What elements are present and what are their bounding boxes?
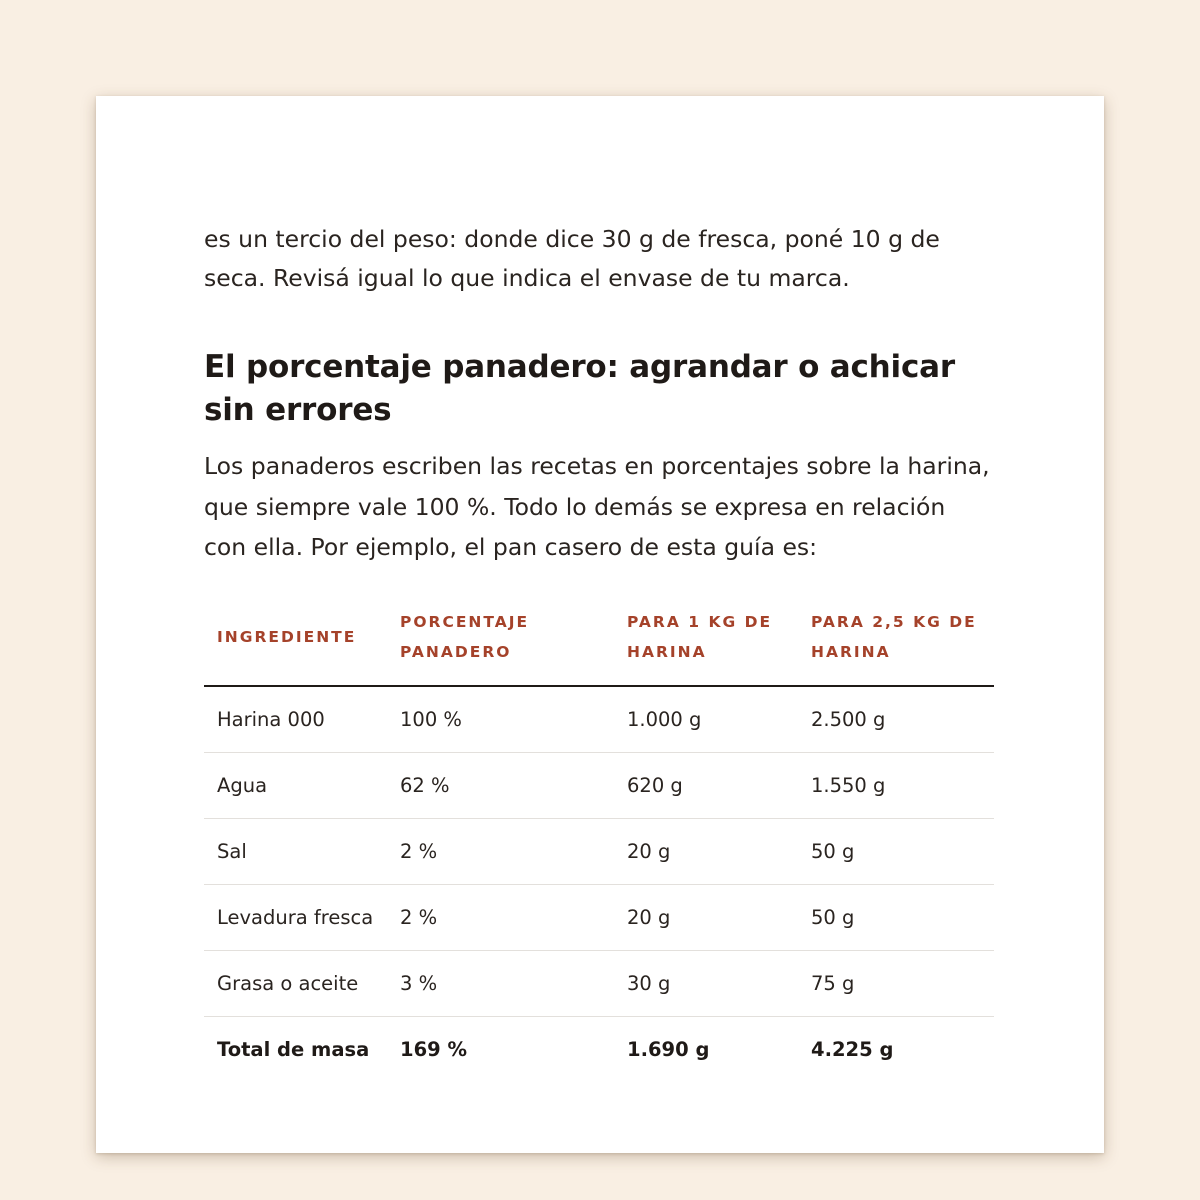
- cell-percentage: 3 %: [387, 951, 614, 1017]
- table-row: [204, 951, 994, 1017]
- section-heading: El porcentaje panadero: agrandar o achicar sin errores: [204, 349, 955, 428]
- cell-percentage: 62 %: [387, 753, 614, 819]
- cell-1kg: 1.000 g: [614, 686, 798, 753]
- cell-1kg: 30 g: [614, 951, 798, 1017]
- table-row: [204, 885, 994, 951]
- header-para-2-5kg: PARA 2,5 KG DE HARINA: [798, 596, 994, 686]
- cell-1kg: 20 g: [614, 819, 798, 885]
- cell-2-5kg: 50 g: [798, 819, 994, 885]
- total-1kg: 1.690 g: [627, 1038, 710, 1061]
- table-total-row: [204, 1017, 994, 1083]
- cell-ingredient: Sal: [204, 819, 387, 885]
- cell-1kg: 20 g: [614, 885, 798, 951]
- total-label: Total de masa: [217, 1038, 370, 1061]
- total-2-5kg: 4.225 g: [811, 1038, 894, 1061]
- cell-2-5kg: 50 g: [798, 885, 994, 951]
- cell-2-5kg: 1.550 g: [798, 753, 994, 819]
- cell-ingredient: Levadura fresca: [204, 885, 387, 951]
- cell-percentage: 2 %: [387, 819, 614, 885]
- table-row: [204, 753, 994, 819]
- cell-2-5kg: 75 g: [798, 951, 994, 1017]
- cell-ingredient: Harina 000: [204, 686, 387, 753]
- cell-ingredient: Agua: [204, 753, 387, 819]
- baker-percentage-table: [204, 596, 994, 1082]
- header-ingrediente: INGREDIENTE: [204, 596, 387, 686]
- table-header-row: [204, 596, 994, 686]
- cell-ingredient: Grasa o aceite: [204, 951, 387, 1017]
- cell-percentage: 100 %: [387, 686, 614, 753]
- cell-1kg: 620 g: [614, 753, 798, 819]
- header-para-1kg: PARA 1 KG DE HARINA: [614, 596, 798, 686]
- cell-2-5kg: 2.500 g: [798, 686, 994, 753]
- total-percentage: 169 %: [400, 1038, 468, 1061]
- section-paragraph: Los panaderos escriben las recetas en porcentajes sobre la harina, que siempre vale 100 %. Todo lo demás se expresa en relación con ella. Por ejemplo, el pan casero de esta guía es:: [204, 452, 990, 561]
- intro-paragraph: es un tercio del peso: donde dice 30 g de fresca, poné 10 g de seca. Revisá igual lo que indica el envase de tu marca.: [204, 225, 940, 292]
- table-row: [204, 686, 994, 753]
- document-page: [96, 96, 1104, 1153]
- header-porcentaje-panadero: PORCENTAJE PANADERO: [387, 596, 614, 686]
- cell-percentage: 2 %: [387, 885, 614, 951]
- table-row: [204, 819, 994, 885]
